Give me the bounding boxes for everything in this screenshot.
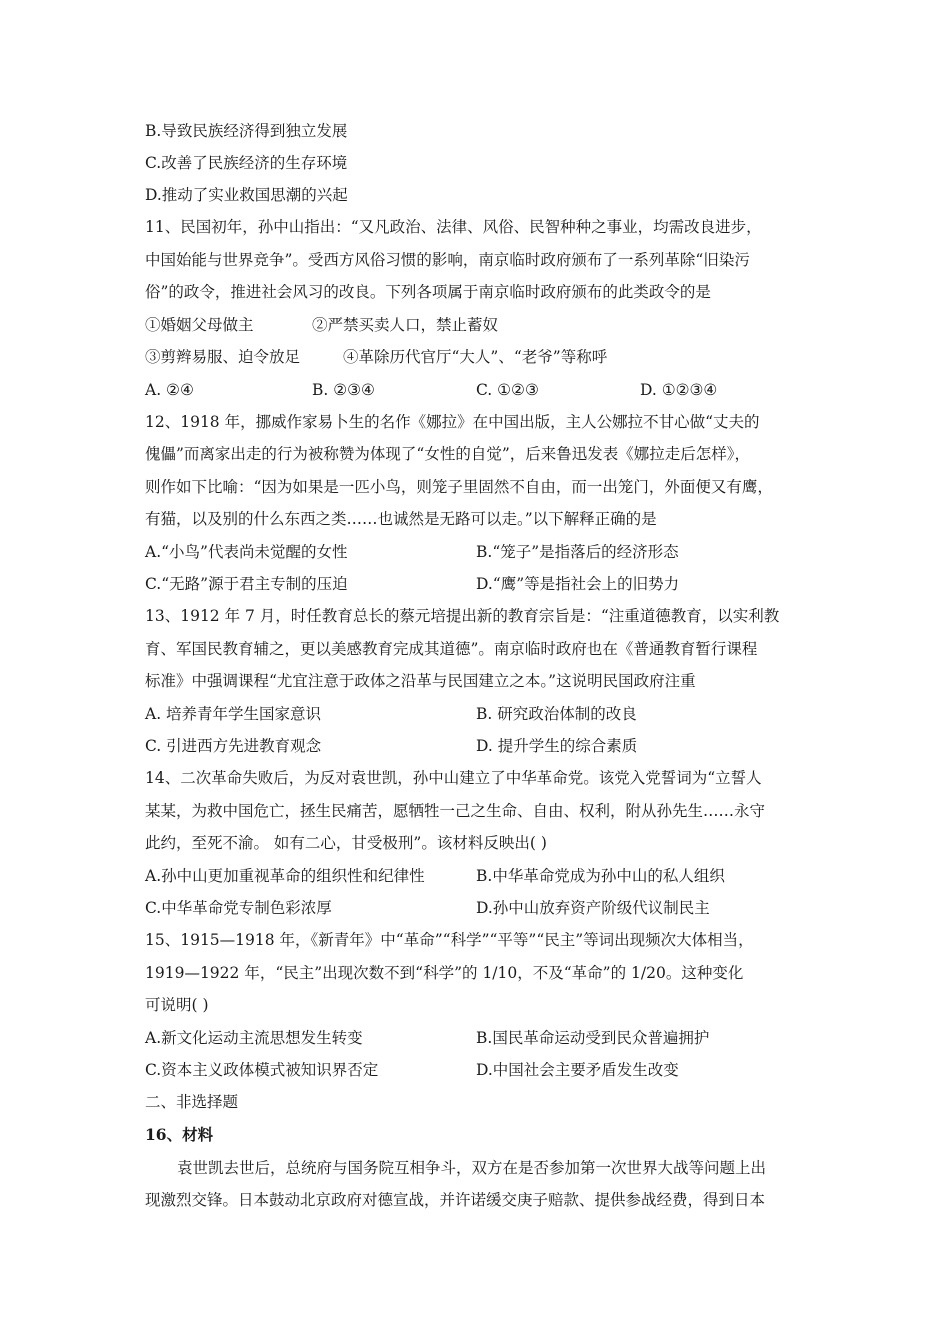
q13-stem-line-3: 标准》中强调课程“尤宜注意于政体之沿革与民国建立之本。”这说明民国政府注重 [145, 672, 696, 690]
q12-stem-line-3: 则作如下比喻：“因为如果是一匹小鸟，则笼子里固然不自由，而一出笼门，外面便又有鹰， [145, 478, 773, 496]
q11-item-1: ①婚姻父母做主 [145, 316, 254, 334]
q14-option-b: B.中华革命党成为孙中山的私人组织 [476, 867, 725, 885]
q16-text-line-1: 袁世凯去世后，总统府与国务院互相争斗，双方在是否参加第一次世界大战等问题上出 [177, 1159, 767, 1177]
q11-option-d: D. ①②③④ [640, 381, 718, 399]
q14-stem-line-2: 某某，为救中国危亡，拯生民痛苦，愿牺牲一己之生命、自由、权利，附从孙先生……永守 [145, 802, 766, 820]
q12-option-a: A.“小鸟”代表尚未觉醒的女性 [145, 543, 348, 561]
q11-option-c: C. ①②③ [476, 381, 539, 399]
q11-stem-line-2: 中国始能与世界竞争”。受西方风俗习惯的影响，南京临时政府颁布了一系列革除“旧染污 [145, 251, 750, 269]
q13-option-d: D. 提升学生的综合素质 [476, 737, 638, 755]
q12-stem-line-4: 有猫，以及别的什么东西之类……也诚然是无路可以走。”以下解释正确的是 [145, 510, 657, 528]
q11-stem-line-1: 11、民国初年，孙中山指出：“又凡政治、法律、风俗、民智种种之事业，均需改良进步， [145, 218, 762, 236]
q11-item-3: ③剪辫易服、迫令放足 [145, 348, 301, 366]
q15-option-d: D.中国社会主要矛盾发生改变 [476, 1061, 679, 1079]
q11-stem-line-3: 俗”的政令，推进社会风习的改良。下列各项属于南京临时政府颁布的此类政令的是 [145, 283, 711, 301]
q14-option-c: C.中华革命党专制色彩浓厚 [145, 899, 332, 917]
q11-item-2: ②严禁买卖人口，禁止蓄奴 [312, 316, 499, 334]
q16-label: 16、材料 [145, 1125, 214, 1144]
q12-stem-line-2: 傀儡”而离家出走的行为被称赞为体现了“女性的自觉”，后来鲁迅发表《娜拉走后怎样》， [145, 445, 751, 463]
q10-option-c: C.改善了民族经济的生存环境 [145, 154, 348, 172]
q12-stem-line-1: 12、1918 年，挪威作家易卜生的名作《娜拉》在中国出版，主人公娜拉不甘心做“丈夫的 [145, 413, 760, 431]
q11-option-b: B. ②③④ [312, 381, 375, 399]
q12-option-c: C.“无路”源于君主专制的压迫 [145, 575, 348, 593]
q15-stem-line-2: 1919—1922 年，“民主”出现次数不到“科学”的 1/10，不及“革命”的 1/20。这种变化 [145, 964, 744, 982]
q10-option-d: D.推动了实业救国思潮的兴起 [145, 186, 348, 204]
q14-option-a: A.孙中山更加重视革命的组织性和纪律性 [145, 867, 425, 885]
q15-option-a: A.新文化运动主流思想发生转变 [145, 1029, 363, 1047]
q10-option-b: B.导致民族经济得到独立发展 [145, 122, 348, 140]
q15-stem-line-3: 可说明( ) [145, 996, 209, 1014]
section-heading: 二、非选择题 [145, 1093, 239, 1111]
q12-option-d: D.“鹰”等是指社会上的旧势力 [476, 575, 680, 593]
q14-stem-line-1: 14、二次革命失败后，为反对袁世凯，孙中山建立了中华革命党。该党入党誓词为“立誓人 [145, 769, 762, 787]
q15-option-c: C.资本主义政体模式被知识界否定 [145, 1061, 379, 1079]
q14-option-d: D.孙中山放弃资产阶级代议制民主 [476, 899, 710, 917]
q13-option-c: C. 引进西方先进教育观念 [145, 737, 322, 755]
q11-item-4: ④革除历代官厅“大人”、“老爷”等称呼 [343, 348, 608, 366]
q14-stem-line-3: 此约，至死不渝。 如有二心，甘受极刑”。该材料反映出( ) [145, 834, 547, 852]
q16-text-line-2: 现激烈交锋。日本鼓动北京政府对德宣战，并许诺缓交庚子赔款、提供参战经费，得到日本 [145, 1191, 766, 1209]
q13-stem-line-1: 13、1912 年 7 月，时任教育总长的蔡元培提出新的教育宗旨是：“注重道德教育，以实利教 [145, 607, 780, 625]
q11-option-a: A. ②④ [145, 381, 194, 399]
q15-stem-line-1: 15、1915—1918 年，《新青年》中“革命”“科学”“平等”“民主”等词出现频次大体相当， [145, 931, 754, 949]
q13-option-b: B. 研究政治体制的改良 [476, 705, 637, 723]
q13-option-a: A. 培养青年学生国家意识 [145, 705, 322, 723]
q13-stem-line-2: 育、军国民教育辅之，更以美感教育完成其道德”。南京临时政府也在《普通教育暂行课程 [145, 640, 758, 658]
q15-option-b: B.国民革命运动受到民众普遍拥护 [476, 1029, 710, 1047]
q12-option-b: B.“笼子”是指落后的经济形态 [476, 543, 679, 561]
